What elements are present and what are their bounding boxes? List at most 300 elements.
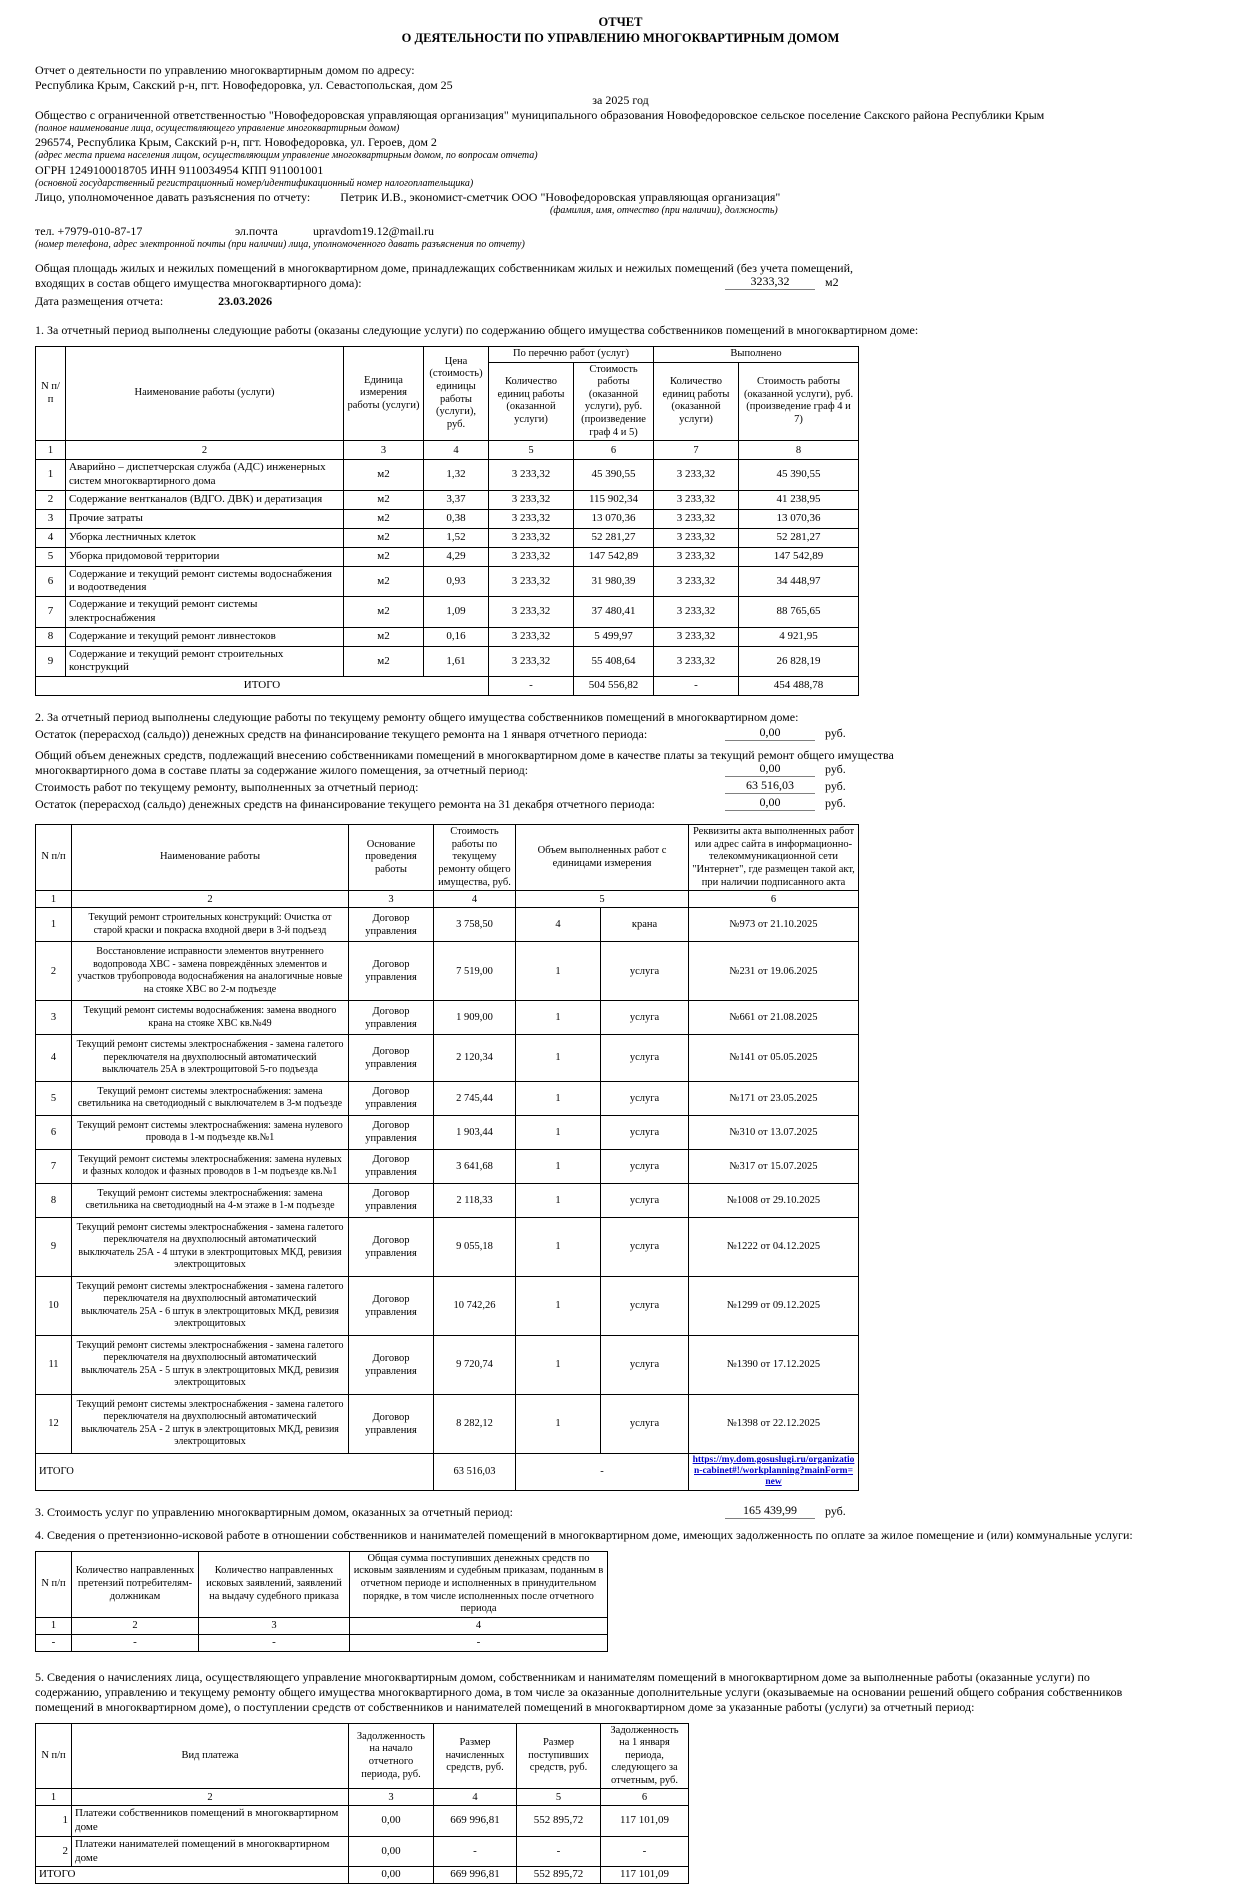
repair-unit: услуга: [601, 1335, 689, 1394]
work-cost-done: 147 542,89: [739, 547, 859, 566]
contact-note: (фамилия, имя, отчество (при наличии), должность): [550, 205, 778, 216]
row-number: 11: [36, 1335, 72, 1394]
work-qty-plan: 3 233,32: [489, 597, 574, 628]
work-cost-plan: 52 281,27: [574, 528, 654, 547]
repair-name: Восстановление исправности элементов внутреннего водопровода ХВС - замена повреждённых элементов и участков трубопровода водоснабжения на аналогичные новые на стояке ХВС во 2-м подъезде: [72, 942, 349, 1001]
repair-basis: Договор управления: [349, 1035, 434, 1082]
group-header-done: Выполнено: [654, 347, 859, 363]
work-name: Содержание вентканалов (ВДГО. ДВК) и дератизация: [66, 490, 344, 509]
maintenance-work-row: [36, 528, 859, 547]
col-number: 3: [344, 441, 424, 460]
col-header-cost-plan: Стоимость работы (оказанной услуги), руб. (произведение граф 4 и 5): [574, 362, 654, 441]
repair-basis: Договор управления: [349, 1081, 434, 1115]
repair-qty: 1: [516, 1001, 601, 1035]
col-header-claims: Количество направленных претензий потребителям-должникам: [72, 1551, 199, 1617]
document-title: [35, 14, 1206, 47]
act-reference: №1222 от 04.12.2025: [689, 1217, 859, 1276]
repair-work-row: [36, 942, 859, 1001]
repair-qty: 1: [516, 1115, 601, 1149]
act-reference: №1008 от 29.10.2025: [689, 1183, 859, 1217]
repair-qty: 1: [516, 1335, 601, 1394]
repair-work-row: [36, 1276, 859, 1335]
row-number: 10: [36, 1276, 72, 1335]
act-reference: №1390 от 17.12.2025: [689, 1335, 859, 1394]
work-qty-plan: 3 233,32: [489, 646, 574, 677]
total-received: 552 895,72: [517, 1867, 601, 1884]
col-header-act: Реквизиты акта выполненных работ или адрес сайта в информационно-телекоммуникационной сети "Интернет", где размещен такой акт, при наличии подписанного акта: [689, 825, 859, 891]
maintenance-works-table: [35, 346, 859, 696]
work-cost-plan: 31 980,39: [574, 566, 654, 597]
row-number: 2: [36, 942, 72, 1001]
publish-date-label: Дата размещения отчета:: [35, 294, 164, 308]
total-cost-done: 454 488,78: [739, 677, 859, 696]
claims-count: -: [72, 1634, 199, 1651]
debt-end: 117 101,09: [601, 1806, 689, 1837]
title-line-1: ОТЧЕТ: [598, 15, 643, 29]
col-number: 3: [349, 891, 434, 908]
total-area-label: Общая площадь жилых и нежилых помещений в многоквартирном доме, принадлежащих собственникам жилых и нежилых помещений (без учета помещений, входящих в состав общего имущества многоквартирного дома):: [35, 261, 853, 290]
registration-note: (основной государственный регистрационный номер/идентификационный номер налогоплательщика): [35, 177, 474, 189]
col-number: 6: [574, 441, 654, 460]
work-cost-done: 88 765,65: [739, 597, 859, 628]
work-price: 0,93: [424, 566, 489, 597]
col-header-work-name: Наименование работы (услуги): [66, 347, 344, 441]
act-reference: №973 от 21.10.2025: [689, 908, 859, 942]
repair-unit: услуга: [601, 1276, 689, 1335]
repairs-total-cost: 63 516,03: [434, 1453, 516, 1490]
work-name: Содержание и текущий ремонт ливнестоков: [66, 627, 344, 646]
work-name: Содержание и текущий ремонт системы электроснабжения: [66, 597, 344, 628]
col-number: 2: [72, 1789, 349, 1806]
work-name: Аварийно – диспетчерская служба (АДС) инженерных систем многоквартирного дома: [66, 460, 344, 491]
repair-work-row: [36, 1035, 859, 1082]
work-cost-done: 45 390,55: [739, 460, 859, 491]
total-debt-end: 117 101,09: [601, 1867, 689, 1884]
repair-unit: услуга: [601, 1394, 689, 1453]
saldo-start-label: Остаток (перерасход (сальдо)) денежных средств на финансирование текущего ремонта на 1 января отчетного периода:: [35, 727, 648, 742]
repair-cost: 2 120,34: [434, 1035, 516, 1082]
work-qty-plan: 3 233,32: [489, 566, 574, 597]
total-qty-done: -: [654, 677, 739, 696]
work-cost-plan: 55 408,64: [574, 646, 654, 677]
repair-unit: услуга: [601, 1115, 689, 1149]
work-name: Уборка лестничных клеток: [66, 528, 344, 547]
col-number: 4: [424, 441, 489, 460]
col-number: 7: [654, 441, 739, 460]
total-area-row: [35, 261, 1206, 291]
repair-basis: Договор управления: [349, 1335, 434, 1394]
act-reference: №171 от 23.05.2025: [689, 1081, 859, 1115]
col-number: 4: [434, 891, 516, 908]
building-address: Республика Крым, Сакский р-н, пгт. Новофедоровка, ул. Севастопольская, дом 25: [35, 77, 453, 92]
repair-unit: услуга: [601, 1217, 689, 1276]
work-qty-plan: 3 233,32: [489, 528, 574, 547]
col-number: 2: [66, 441, 344, 460]
debt-start: 0,00: [349, 1836, 434, 1867]
management-org-name: Общество с ограниченной ответственностью "Новофедоровская управляющая организация" муниципального образования Новофедоровское сельское поселение Сакского района Республики Крым: [35, 107, 1045, 122]
repair-name: Текущий ремонт системы электроснабжения - замена галетого переключателя на двухполюсный автоматический выключатель 25А - 5 штук в электрощитовых МКД, ревизия электрощитовых: [72, 1335, 349, 1394]
maintenance-work-row: [36, 627, 859, 646]
row-number: 8: [36, 627, 66, 646]
repair-basis: Договор управления: [349, 908, 434, 942]
total-debt-start: 0,00: [349, 1867, 434, 1884]
work-cost-done: 34 448,97: [739, 566, 859, 597]
repair-cost: 1 909,00: [434, 1001, 516, 1035]
col-number: 3: [199, 1617, 350, 1634]
management-cost-label: 3. Стоимость услуг по управлению многоквартирным домом, оказанных за отчетный период:: [35, 1504, 513, 1519]
work-qty-done: 3 233,32: [654, 566, 739, 597]
work-unit: м2: [344, 597, 424, 628]
work-price: 3,37: [424, 490, 489, 509]
repair-cost: 9 055,18: [434, 1217, 516, 1276]
work-qty-done: 3 233,32: [654, 528, 739, 547]
work-qty-done: 3 233,32: [654, 627, 739, 646]
total-accrued: 669 996,81: [434, 1867, 517, 1884]
row-number: 3: [36, 509, 66, 528]
work-unit: м2: [344, 460, 424, 491]
phone-email-note: (номер телефона, адрес электронной почты (при наличии) лица, уполномоченного давать разъяснения по отчету): [35, 238, 525, 250]
col-number: 5: [489, 441, 574, 460]
maintenance-work-row: [36, 566, 859, 597]
funds-due-row: [35, 748, 1206, 778]
maintenance-work-row: [36, 460, 859, 491]
repair-work-row: [36, 1149, 859, 1183]
repair-name: Текущий ремонт системы электроснабжения - замена галетого переключателя на двухполюсный автоматический выключатель 25А - 4 штуки в электрощитовых МКД, ревизия электрощитовых: [72, 1217, 349, 1276]
total-cost-plan: 504 556,82: [574, 677, 654, 696]
work-qty-done: 3 233,32: [654, 646, 739, 677]
repair-name: Текущий ремонт системы электроснабжения - замена галетого переключателя на двухполюсный автоматический выключатель 25А - 6 штук в электрощитовых МКД, ревизия электрощитовых: [72, 1276, 349, 1335]
repair-basis: Договор управления: [349, 1001, 434, 1035]
act-reference: №1398 от 22.12.2025: [689, 1394, 859, 1453]
col-header-npp: N п/п: [36, 1723, 72, 1789]
repair-cost-label: Стоимость работ по текущему ремонту, выполненных за отчетный период:: [35, 780, 419, 795]
current-repairs-table: [35, 824, 859, 1491]
repairs-total-volume: -: [516, 1453, 689, 1490]
section4-heading: 4. Сведения о претензионно-исковой работе в отношении собственников и нанимателей помещений в многоквартирном доме, имеющих задолженность по оплате за жилое помещение и (или) коммунальные услуги:: [35, 1527, 1133, 1542]
row-number: 1: [36, 908, 72, 942]
work-cost-plan: 5 499,97: [574, 627, 654, 646]
repair-qty: 1: [516, 1394, 601, 1453]
row-number: 9: [36, 646, 66, 677]
publish-date-value: 23.03.2026: [218, 294, 273, 308]
total-area-unit: м2: [825, 275, 839, 289]
registration-numbers: ОГРН 1249100018705 ИНН 9110034954 КПП 911001001: [35, 162, 324, 177]
accrued: -: [434, 1836, 517, 1867]
contact-label: Лицо, уполномоченное давать разъяснения по отчету:: [35, 190, 311, 204]
repair-work-row: [36, 1217, 859, 1276]
work-price: 4,29: [424, 547, 489, 566]
repair-basis: Договор управления: [349, 1217, 434, 1276]
work-unit: м2: [344, 566, 424, 597]
work-name: Содержание и текущий ремонт строительных конструкций: [66, 646, 344, 677]
maintenance-work-row: [36, 597, 859, 628]
repair-name: Текущий ремонт системы электроснабжения - замена галетого переключателя на двухполюсный автоматический выключатель 25А - 2 штук в электрощитовых МКД, ревизия электрощитовых: [72, 1394, 349, 1453]
work-price: 0,38: [424, 509, 489, 528]
work-qty-done: 3 233,32: [654, 460, 739, 491]
col-header-basis: Основание проведения работы: [349, 825, 434, 891]
work-cost-done: 52 281,27: [739, 528, 859, 547]
work-unit: м2: [344, 490, 424, 509]
work-price: 1,32: [424, 460, 489, 491]
work-unit: м2: [344, 547, 424, 566]
report-year: за 2025 год: [592, 92, 649, 107]
act-reference: №1299 от 09.12.2025: [689, 1276, 859, 1335]
col-header-payment-type: Вид платежа: [72, 1723, 349, 1789]
col-header-price: Цена (стоимость) единицы работы (услуги), руб.: [424, 347, 489, 441]
repair-qty: 1: [516, 1081, 601, 1115]
row-number: 7: [36, 1149, 72, 1183]
repair-work-row: [36, 1335, 859, 1394]
repair-unit: услуга: [601, 1183, 689, 1217]
act-site-link[interactable]: https://my.dom.gosuslugi.ru/organization-cabinet#!/workplanning?mainForm=new: [692, 1454, 855, 1488]
repair-qty: 1: [516, 1183, 601, 1217]
col-header-npp: N п/п: [36, 825, 72, 891]
act-reference: №661 от 21.08.2025: [689, 1001, 859, 1035]
work-unit: м2: [344, 528, 424, 547]
repair-qty: 1: [516, 1276, 601, 1335]
received: 552 895,72: [517, 1806, 601, 1837]
total-label: ИТОГО: [36, 1867, 349, 1884]
contact-row: [35, 190, 1206, 205]
accrued: 669 996,81: [434, 1806, 517, 1837]
col-number: 8: [739, 441, 859, 460]
repair-unit: услуга: [601, 1081, 689, 1115]
col-number: 6: [689, 891, 859, 908]
repair-name: Текущий ремонт строительных конструкций: Очистка от старой краски и покраска входной двери в 3-й подъезд: [72, 908, 349, 942]
repair-work-row: [36, 1115, 859, 1149]
work-name: Прочие затраты: [66, 509, 344, 528]
row-number: 3: [36, 1001, 72, 1035]
repair-unit: крана: [601, 908, 689, 942]
work-cost-done: 26 828,19: [739, 646, 859, 677]
repair-cost: 8 282,12: [434, 1394, 516, 1453]
section5-heading: 5. Сведения о начислениях лица, осуществляющего управление многоквартирным домом, собственникам и нанимателям помещений в многоквартирном доме за выполненные работы (оказанные услуги) по содержанию, управлению и текущему ремонту общего имущества многоквартирного дома, в том числе за оказанные дополнительные услуги (оказываемые на основании решений общего собрания собственников помещений в многоквартирном доме), о поступлении средств от собственников и нанимателей помещений в многоквартирном доме за указанные работы (услуги) за отчетный период:: [35, 1669, 1123, 1714]
saldo-end-row: [35, 797, 1206, 812]
management-cost-unit: руб.: [825, 1503, 846, 1518]
row-number: 5: [36, 1081, 72, 1115]
row-number: 1: [36, 460, 66, 491]
title-line-2: О ДЕЯТЕЛЬНОСТИ ПО УПРАВЛЕНИЮ МНОГОКВАРТИРНЫМ ДОМОМ: [401, 31, 840, 46]
repair-cost: 3 758,50: [434, 908, 516, 942]
col-number: 1: [36, 1789, 72, 1806]
payment-type: Платежи собственников помещений в многоквартирном доме: [72, 1806, 349, 1837]
saldo-end-unit: руб.: [825, 796, 846, 811]
saldo-start-unit: руб.: [825, 726, 846, 741]
repair-cost: 3 641,68: [434, 1149, 516, 1183]
act-link-cell: [689, 1453, 859, 1490]
report-for-line: Отчет о деятельности по управлению многоквартирным домом по адресу:: [35, 62, 415, 77]
work-price: 0,16: [424, 627, 489, 646]
work-unit: м2: [344, 509, 424, 528]
work-cost-done: 41 238,95: [739, 490, 859, 509]
repair-work-row: [36, 908, 859, 942]
col-header-npp: N п/п: [36, 1551, 72, 1617]
repair-basis: Договор управления: [349, 1276, 434, 1335]
work-unit: м2: [344, 627, 424, 646]
maintenance-work-row: [36, 547, 859, 566]
total-qty-plan: -: [489, 677, 574, 696]
row-number: 7: [36, 597, 66, 628]
work-cost-plan: 115 902,34: [574, 490, 654, 509]
received: -: [517, 1836, 601, 1867]
debt-start: 0,00: [349, 1806, 434, 1837]
row-number: 8: [36, 1183, 72, 1217]
maintenance-work-row: [36, 646, 859, 677]
repair-cost: 1 903,44: [434, 1115, 516, 1149]
saldo-end-value: 0,00: [725, 795, 815, 811]
col-number: 1: [36, 1617, 72, 1634]
contact-person: Петрик И.В., экономист-сметчик ООО "Новофедоровская управляющая организация": [340, 190, 781, 204]
col-number: 4: [434, 1789, 517, 1806]
section1-heading: 1. За отчетный период выполнены следующие работы (оказаны следующие услуги) по содержанию общего имущества собственников помещений в многоквартирном доме:: [35, 323, 919, 337]
work-qty-plan: 3 233,32: [489, 509, 574, 528]
repair-basis: Договор управления: [349, 1183, 434, 1217]
col-number: 5: [516, 891, 689, 908]
repair-name: Текущий ремонт системы электроснабжения: замена нулевых и фазных колодок и фазных проводов в 1-м подъезде кв.№1: [72, 1149, 349, 1183]
col-header-debt-start: Задолженность на начало отчетного периода, руб.: [349, 1723, 434, 1789]
phone-number: тел. +7979-010-87-17: [35, 223, 143, 238]
section2-heading: 2. За отчетный период выполнены следующие работы по текущему ремонту общего имущества собственников помещений в многоквартирном доме:: [35, 710, 799, 725]
row-number: 1: [36, 1806, 72, 1837]
total-label: ИТОГО: [36, 677, 489, 696]
col-header-unit: Единица измерения работы (услуги): [344, 347, 424, 441]
col-number: 6: [601, 1789, 689, 1806]
col-header-cost: Стоимость работы по текущему ремонту общего имущества, руб.: [434, 825, 516, 891]
work-qty-plan: 3 233,32: [489, 627, 574, 646]
repair-name: Текущий ремонт системы водоснабжения: замена вводного крана на стояке ХВС кв.№49: [72, 1001, 349, 1035]
col-number: 2: [72, 891, 349, 908]
work-cost-plan: 147 542,89: [574, 547, 654, 566]
row-number: 6: [36, 566, 66, 597]
maintenance-work-row: [36, 490, 859, 509]
saldo-end-label: Остаток (перерасход (сальдо) денежных средств на финансирование текущего ремонта на 31 декабря отчетного периода:: [35, 797, 655, 812]
management-cost-value: 165 439,99: [725, 1503, 815, 1519]
col-number: 4: [350, 1617, 608, 1634]
total-label: ИТОГО: [36, 1453, 434, 1490]
row-number: 2: [36, 490, 66, 509]
col-header-received: Размер поступивших средств, руб.: [517, 1723, 601, 1789]
repair-cost-value: 63 516,03: [725, 778, 815, 794]
office-address-note: (адрес места приема населения лицом, осуществляющим управление многоквартирным домом, по вопросам отчета): [35, 150, 538, 161]
management-cost-row: [35, 1502, 1206, 1520]
col-number: 3: [349, 1789, 434, 1806]
work-qty-plan: 3 233,32: [489, 460, 574, 491]
col-number: 1: [36, 891, 72, 908]
office-address: 296574, Республика Крым, Сакский р-н, пгт. Новофедоровка, ул. Героев, дом 2: [35, 135, 437, 149]
col-header-qty-done: Количество единиц работы (оказанной услуги): [654, 362, 739, 441]
group-header-plan: По перечню работ (услуг): [489, 347, 654, 363]
repair-name: Текущий ремонт системы электроснабжения: замена нулевого провода в 1-м подъезде кв.№1: [72, 1115, 349, 1149]
repair-work-row: [36, 1394, 859, 1453]
work-unit: м2: [344, 646, 424, 677]
saldo-start-row: [35, 727, 1206, 742]
col-header-qty-plan: Количество единиц работы (оказанной услуги): [489, 362, 574, 441]
work-cost-done: 13 070,36: [739, 509, 859, 528]
repair-work-row: [36, 1081, 859, 1115]
repair-unit: услуга: [601, 1001, 689, 1035]
col-header-volume: Объем выполненных работ с единицами измерения: [516, 825, 689, 891]
work-qty-done: 3 233,32: [654, 547, 739, 566]
repair-cost: 2 745,44: [434, 1081, 516, 1115]
repair-cost: 10 742,26: [434, 1276, 516, 1335]
col-number: 2: [72, 1617, 199, 1634]
act-reference: №141 от 05.05.2025: [689, 1035, 859, 1082]
repair-cost: 9 720,74: [434, 1335, 516, 1394]
work-price: 1,61: [424, 646, 489, 677]
work-cost-plan: 37 480,41: [574, 597, 654, 628]
maintenance-total-row: [36, 677, 859, 696]
work-qty-plan: 3 233,32: [489, 490, 574, 509]
col-header-repair-name: Наименование работы: [72, 825, 349, 891]
maintenance-work-row: [36, 509, 859, 528]
row-number: 4: [36, 528, 66, 547]
repair-basis: Договор управления: [349, 942, 434, 1001]
payment-type: Платежи нанимателей помещений в многоквартирном доме: [72, 1836, 349, 1867]
repair-cost-row: [35, 780, 1206, 795]
act-reference: №317 от 15.07.2025: [689, 1149, 859, 1183]
col-number: 5: [517, 1789, 601, 1806]
col-header-npp: N п/п: [36, 347, 66, 441]
col-header-debt-end: Задолженность на 1 января периода, следующего за отчетным, руб.: [601, 1723, 689, 1789]
repair-cost: 7 519,00: [434, 942, 516, 1001]
work-qty-plan: 3 233,32: [489, 547, 574, 566]
funds-due-unit: руб.: [825, 762, 846, 777]
payments-table: [35, 1723, 689, 1884]
row-number: 6: [36, 1115, 72, 1149]
repair-name: Текущий ремонт системы электроснабжения: замена светильника на светодиодный на 4-м этаже в 1-м подъезде: [72, 1183, 349, 1217]
repair-basis: Договор управления: [349, 1115, 434, 1149]
repair-basis: Договор управления: [349, 1149, 434, 1183]
work-cost-done: 4 921,95: [739, 627, 859, 646]
col-number: 1: [36, 441, 66, 460]
publish-date-row: [35, 294, 1206, 309]
col-header-suits: Количество направленных исковых заявлений, заявлений на выдачу судебного приказа: [199, 1551, 350, 1617]
payments-total-row: [36, 1867, 689, 1884]
work-cost-plan: 45 390,55: [574, 460, 654, 491]
row-number: 2: [36, 1836, 72, 1867]
claims-npp: -: [36, 1634, 72, 1651]
repair-qty: 4: [516, 908, 601, 942]
row-number: 12: [36, 1394, 72, 1453]
repair-cost: 2 118,33: [434, 1183, 516, 1217]
repair-unit: услуга: [601, 1149, 689, 1183]
repair-qty: 1: [516, 1149, 601, 1183]
funds-due-value: 0,00: [725, 761, 815, 777]
payment-row: [36, 1836, 689, 1867]
work-cost-plan: 13 070,36: [574, 509, 654, 528]
total-area-value: 3233,32: [725, 274, 815, 290]
work-price: 1,52: [424, 528, 489, 547]
repair-unit: услуга: [601, 1035, 689, 1082]
repair-work-row: [36, 1001, 859, 1035]
col-header-accrued: Размер начисленных средств, руб.: [434, 1723, 517, 1789]
row-number: 5: [36, 547, 66, 566]
act-reference: №231 от 19.06.2025: [689, 942, 859, 1001]
saldo-start-value: 0,00: [725, 725, 815, 741]
phone-email-row: [35, 224, 1206, 239]
work-price: 1,09: [424, 597, 489, 628]
work-qty-done: 3 233,32: [654, 509, 739, 528]
repair-qty: 1: [516, 1035, 601, 1082]
repair-work-row: [36, 1183, 859, 1217]
work-qty-done: 3 233,32: [654, 597, 739, 628]
email-address: upravdom19.12@mail.ru: [313, 223, 435, 238]
repair-name: Текущий ремонт системы электроснабжения - замена галетого переключателя на двухполюсный автоматический выключатель 25А в электрощитовой 5-го подъезда: [72, 1035, 349, 1082]
claims-sum: -: [350, 1634, 608, 1651]
row-number: 4: [36, 1035, 72, 1082]
repair-qty: 1: [516, 942, 601, 1001]
payment-row: [36, 1806, 689, 1837]
